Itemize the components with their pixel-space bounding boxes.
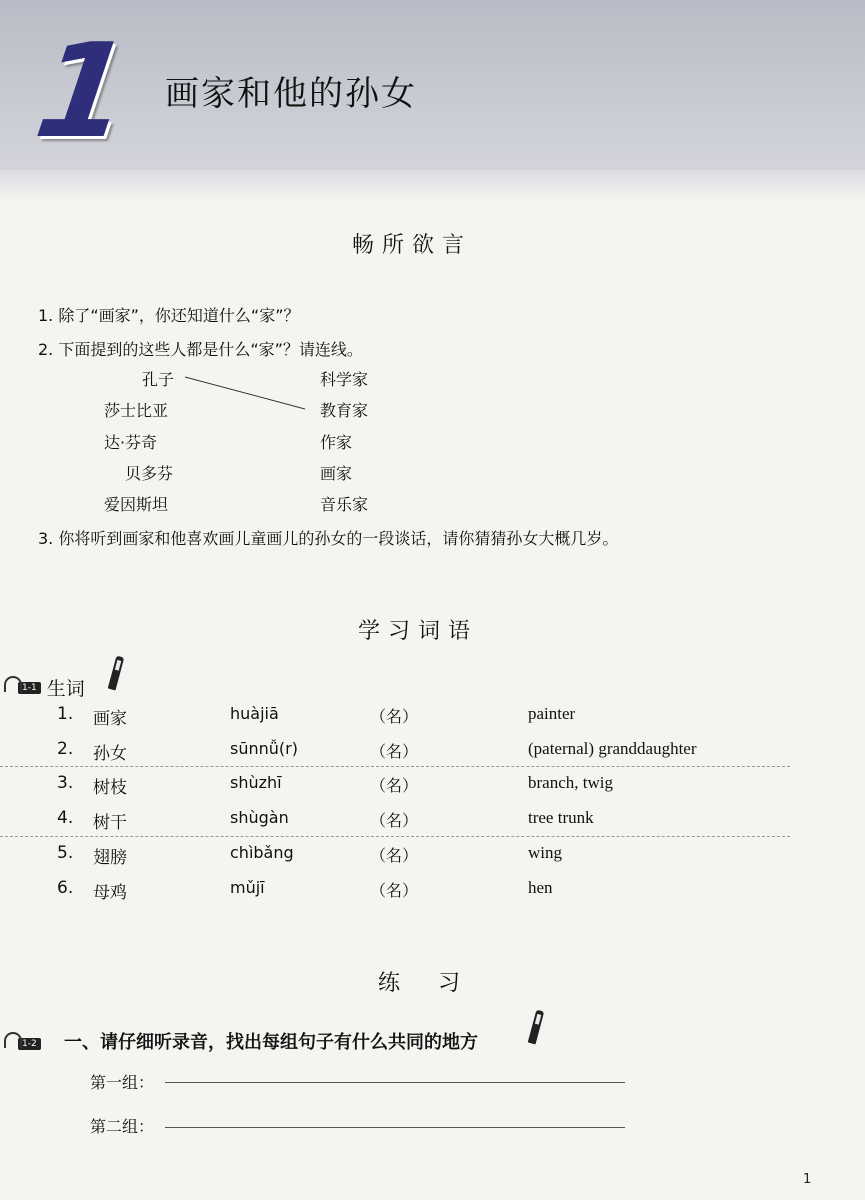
section-title-discussion: 畅所欲言 (352, 233, 473, 258)
vocab-pinyin: shùzhī (230, 773, 282, 792)
vocab-pinyin: huàjiā (230, 704, 279, 723)
vocab-pinyin: mǔjī (230, 878, 265, 897)
vocab-part-of-speech: （名） (370, 881, 419, 900)
page-number: 1 (803, 1172, 812, 1187)
vocab-row (0, 739, 865, 769)
vocab-number: 2. (57, 739, 74, 759)
vocab-row (0, 704, 865, 734)
match-left-item: 贝多芬 (125, 464, 174, 483)
vocab-english: wing (528, 843, 562, 862)
vocab-row (0, 808, 865, 838)
group-2-answer-line[interactable] (165, 1127, 625, 1128)
match-right-item: 音乐家 (320, 495, 369, 514)
track-badge: 1-2 (18, 1038, 41, 1050)
headphone-icon (4, 1032, 22, 1048)
match-right-item: 作家 (320, 433, 353, 452)
vocab-english: painter (528, 704, 576, 723)
vocab-english: (paternal) granddaughter (528, 739, 697, 758)
vocab-number: 4. (57, 808, 74, 828)
section-title-vocabulary: 学习词语 (358, 619, 479, 644)
lesson-title: 画家和他的孙女 (165, 74, 417, 114)
dashed-divider (0, 766, 790, 767)
vocab-word: 树枝 (93, 778, 127, 798)
vocab-number: 1. (57, 704, 74, 724)
group-1-answer-line[interactable] (165, 1082, 625, 1083)
question-1: 1. 除了“画家”，你还知道什么“家”？ (38, 306, 300, 325)
track-badge: 1-1 (18, 682, 41, 694)
vocab-number: 6. (57, 878, 74, 898)
vocab-word: 树干 (93, 813, 127, 833)
question-2: 2. 下面提到的这些人都是什么“家”？请连线。 (38, 340, 363, 359)
vocab-pinyin: shùgàn (230, 808, 289, 827)
vocab-english: branch, twig (528, 773, 613, 792)
lesson-number: 1 (27, 15, 140, 167)
vocab-label: 生词 (46, 678, 85, 700)
vocab-word: 翅膀 (93, 848, 127, 868)
vocab-part-of-speech: （名） (370, 742, 419, 761)
question-3: 3. 你将听到画家和他喜欢画儿童画儿的孙女的一段谈话，请你猜猜孙女大概几岁。 (38, 529, 619, 548)
match-left-item: 爱因斯坦 (104, 495, 169, 514)
vocab-word: 画家 (93, 709, 127, 729)
group-1-label: 第一组： (90, 1073, 155, 1092)
vocab-part-of-speech: （名） (370, 776, 419, 795)
vocab-part-of-speech: （名） (370, 707, 419, 726)
vocab-number: 3. (57, 773, 74, 793)
vocab-pinyin: chìbǎng (230, 843, 294, 862)
vocab-part-of-speech: （名） (370, 846, 419, 865)
vocab-row (0, 773, 865, 803)
headphone-icon (4, 676, 22, 692)
match-right-item: 科学家 (320, 370, 369, 389)
match-left-item: 孔子 (142, 370, 175, 389)
match-right-item: 画家 (320, 464, 353, 483)
vocab-pinyin: sūnnǚ(r) (230, 739, 298, 758)
match-left-item: 达·芬奇 (104, 433, 158, 452)
group-2-label: 第二组： (90, 1117, 155, 1136)
vocab-english: tree trunk (528, 808, 594, 827)
dashed-divider (0, 836, 790, 837)
exercise-heading: 一、请仔细听录音，找出每组句子有什么共同的地方 (64, 1032, 478, 1053)
vocab-word: 孙女 (93, 744, 127, 764)
match-left-item: 莎士比亚 (104, 401, 169, 420)
vocab-word: 母鸡 (93, 883, 127, 903)
audio-track-tag[interactable] (4, 1036, 41, 1052)
match-right-item: 教育家 (320, 401, 369, 420)
vocab-english: hen (528, 878, 553, 897)
section-title-exercises: 练 习 (378, 971, 468, 996)
audio-track-tag[interactable] (4, 674, 85, 701)
vocab-part-of-speech: （名） (370, 811, 419, 830)
vocab-row (0, 843, 865, 873)
vocab-number: 5. (57, 843, 74, 863)
vocab-row (0, 878, 865, 908)
